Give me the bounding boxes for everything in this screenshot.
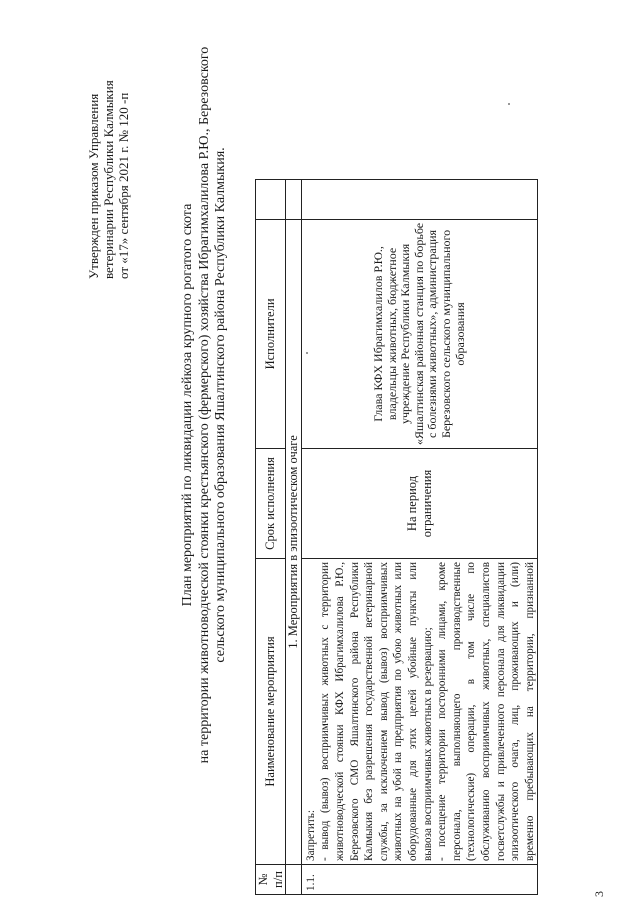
activity-line: (технологические) операции, в том числе по bbox=[465, 562, 478, 861]
page-number: 3 bbox=[592, 891, 606, 897]
row-deadline bbox=[301, 449, 538, 559]
executor-line: Глава КФХ Ибрагимхалилов Р.Ю., bbox=[370, 246, 385, 422]
approval-line: от «17» сентября 2021 г. № 120 -п bbox=[116, 92, 131, 279]
deadline-line: На период bbox=[404, 475, 419, 532]
activity-line: эпизоотического очага, лиц, проживающих и (или) bbox=[509, 562, 522, 861]
header-deadline: Срок исполнения bbox=[256, 449, 286, 559]
activity-line: персонала, выполняющего производственные bbox=[450, 562, 463, 861]
section-row bbox=[286, 179, 302, 894]
row-extra-cell bbox=[301, 179, 538, 219]
plan-table bbox=[255, 179, 538, 895]
row-executors bbox=[301, 219, 538, 448]
activity-line: службы, за исключением вывод (вывоз) восприимчивых bbox=[377, 562, 390, 861]
executor-line: с болезнями животных», администрация bbox=[425, 229, 440, 438]
approval-line: Утвержден приказом Управления bbox=[86, 93, 101, 279]
section-title: 1. Мероприятия в эпизоотическом очаге bbox=[286, 219, 302, 864]
activity-line: временно пребывающих на территории, признанной bbox=[523, 562, 536, 861]
activity-line: вывоза восприимчивых животных в резервацию; bbox=[421, 627, 434, 861]
activity-line: - посещение территории посторонними лицами, кроме bbox=[436, 562, 449, 861]
activity-line: животных на убой на предприятия по убою животных или bbox=[392, 562, 405, 861]
scan-speck bbox=[508, 103, 510, 105]
approval-stamp bbox=[86, 9, 131, 279]
section-number-cell bbox=[286, 865, 302, 895]
deadline-line: ограничения bbox=[419, 469, 434, 538]
executor-line: владельцы животных, бюджетное bbox=[384, 247, 399, 421]
activity-line: Калмыкия без разрешения государственной ветеринарной bbox=[363, 562, 376, 861]
approval-line: ветеринарии Республики Калмыкия bbox=[101, 80, 116, 279]
activity-line: Запретить: bbox=[304, 810, 317, 861]
plan-title-line: на территории животноводческой стоянки крестьянского (фермерского) хозяйства Ибрагимхалилова Р.Ю., Березовского bbox=[196, 46, 212, 764]
executor-line: образования bbox=[452, 302, 467, 366]
executor-line: учреждение Республики Калмыкия bbox=[398, 243, 413, 425]
activity-line: Березовского СМО Яшалтинского района Республики bbox=[348, 562, 361, 861]
scan-speck bbox=[306, 352, 308, 354]
plan-title bbox=[180, 25, 230, 785]
table-row bbox=[301, 179, 538, 894]
section-extra-cell bbox=[286, 179, 302, 219]
header-extra bbox=[256, 179, 286, 219]
plan-title-line: сельского муниципального образования Яшалтинского района Республики Калмыкия. bbox=[213, 147, 228, 663]
header-executors: Исполнители bbox=[256, 219, 286, 448]
activity-line: - вывод (вывоз) восприимчивых животных с территории bbox=[319, 562, 332, 861]
executor-line: «Яшалтинская районная станция по борьбе bbox=[411, 222, 426, 445]
executor-line: Березовского сельского муниципального bbox=[438, 229, 453, 439]
activity-line: госветслужбы и привлеченного персонала для ликвидации bbox=[494, 562, 507, 861]
header-activity: Наименование мероприятия bbox=[256, 559, 286, 865]
plan-title-line: План мероприятий по ликвидации лейкоза крупного рогатого скота bbox=[180, 203, 195, 607]
activity-line: обслуживанию восприимчивых животных, специалистов bbox=[479, 562, 492, 861]
activity-line: животноводческой стоянки КФХ Ибрагимхалилова Р.Ю., bbox=[333, 562, 346, 861]
table-header-row bbox=[256, 179, 286, 894]
row-activity bbox=[301, 559, 538, 865]
row-number: 1.1. bbox=[301, 865, 538, 895]
activity-line: оборудованные для этих целей убойные пункты или bbox=[406, 562, 419, 861]
header-number: № п/п bbox=[256, 865, 286, 895]
